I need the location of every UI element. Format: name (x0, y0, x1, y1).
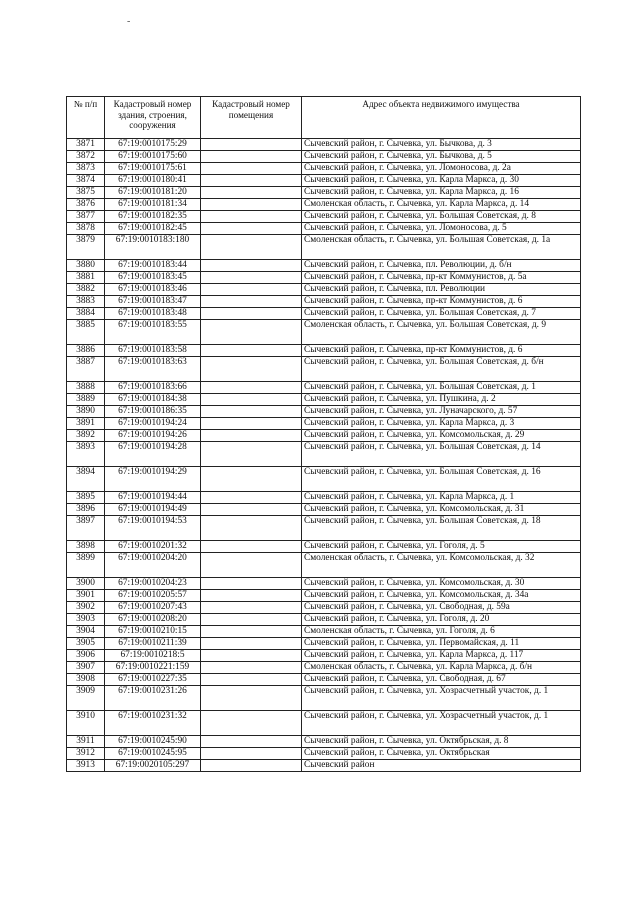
header-address: Адрес объекта недвижимого имущества (302, 97, 581, 139)
address-cell: Сычевский район, г. Сычевка, ул. Большая Советская, д. б/н (302, 357, 581, 382)
table-row (67, 516, 581, 541)
cadastral-room-cell (201, 760, 302, 772)
cadastral-room-cell (201, 139, 302, 151)
cadastral-building-cell: 67:19:0010183:44 (105, 260, 201, 272)
table-row (67, 211, 581, 223)
row-number-cell: 3896 (67, 504, 105, 516)
address-cell: Сычевский район, г. Сычевка, ул. Свободная, д. 59а (302, 602, 581, 614)
row-number-cell: 3911 (67, 736, 105, 748)
cadastral-building-cell: 67:19:0010181:34 (105, 199, 201, 211)
row-number-cell: 3879 (67, 235, 105, 260)
cadastral-building-cell: 67:19:0010201:32 (105, 541, 201, 553)
row-number-cell: 3885 (67, 320, 105, 345)
row-number-cell: 3889 (67, 394, 105, 406)
header-num: № п/п (67, 97, 105, 139)
row-number-cell: 3902 (67, 602, 105, 614)
table-row (67, 686, 581, 711)
row-number-cell: 3893 (67, 442, 105, 467)
table-row (67, 175, 581, 187)
cadastral-room-cell (201, 686, 302, 711)
cadastral-room-cell (201, 442, 302, 467)
cadastral-building-cell: 67:19:0010205:57 (105, 590, 201, 602)
cadastral-building-cell: 67:19:0010184:38 (105, 394, 201, 406)
cadastral-building-cell: 67:19:0010183:66 (105, 382, 201, 394)
cadastral-room-cell (201, 553, 302, 578)
cadastral-building-cell: 67:19:0010245:90 (105, 736, 201, 748)
cadastral-room-cell (201, 308, 302, 320)
cadastral-building-cell: 67:19:0010186:35 (105, 406, 201, 418)
row-number-cell: 3871 (67, 139, 105, 151)
cadastral-room-cell (201, 382, 302, 394)
address-cell: Сычевский район, г. Сычевка, ул. Карла Маркса, д. 30 (302, 175, 581, 187)
cadastral-room-cell (201, 516, 302, 541)
table-row (67, 578, 581, 590)
row-number-cell: 3895 (67, 492, 105, 504)
row-number-cell: 3907 (67, 662, 105, 674)
address-cell: Сычевский район, г. Сычевка, ул. Луначарского, д. 57 (302, 406, 581, 418)
table-row (67, 541, 581, 553)
address-cell: Смоленская область, г. Сычевка, ул. Карла Маркса, д. б/н (302, 662, 581, 674)
property-registry-table (66, 96, 581, 772)
row-number-cell: 3882 (67, 284, 105, 296)
address-cell: Сычевский район, г. Сычевка, ул. Большая Советская, д. 7 (302, 308, 581, 320)
cadastral-building-cell: 67:19:0010183:48 (105, 308, 201, 320)
row-number-cell: 3890 (67, 406, 105, 418)
header-cadastral-building: Кадастровый номер здания, строения, сооружения (105, 97, 201, 139)
table-row (67, 345, 581, 357)
cadastral-room-cell (201, 187, 302, 199)
cadastral-building-cell: 67:19:0010194:44 (105, 492, 201, 504)
cadastral-building-cell: 67:19:0010181:20 (105, 187, 201, 199)
row-number-cell: 3905 (67, 638, 105, 650)
table-row (67, 394, 581, 406)
cadastral-room-cell (201, 736, 302, 748)
cadastral-building-cell: 67:19:0010207:43 (105, 602, 201, 614)
cadastral-building-cell: 67:19:0010175:60 (105, 151, 201, 163)
cadastral-room-cell (201, 638, 302, 650)
cadastral-room-cell (201, 163, 302, 175)
cadastral-room-cell (201, 320, 302, 345)
table-row (67, 674, 581, 686)
row-number-cell: 3883 (67, 296, 105, 308)
header-row (67, 97, 581, 139)
table-row (67, 442, 581, 467)
address-cell: Сычевский район, г. Сычевка, ул. Октябрьская (302, 748, 581, 760)
table-row (67, 736, 581, 748)
table-row (67, 748, 581, 760)
address-cell: Сычевский район, г. Сычевка, ул. Большая Советская, д. 14 (302, 442, 581, 467)
address-cell: Сычевский район, г. Сычевка, ул. Первомайская, д. 11 (302, 638, 581, 650)
cadastral-building-cell: 67:19:0010194:49 (105, 504, 201, 516)
cadastral-room-cell (201, 626, 302, 638)
cadastral-room-cell (201, 662, 302, 674)
row-number-cell: 3899 (67, 553, 105, 578)
row-number-cell: 3884 (67, 308, 105, 320)
address-cell: Сычевский район, г. Сычевка, пр-кт Коммунистов, д. 6 (302, 345, 581, 357)
cadastral-room-cell (201, 199, 302, 211)
cadastral-room-cell (201, 175, 302, 187)
table-row (67, 260, 581, 272)
cadastral-building-cell: 67:19:0010183:63 (105, 357, 201, 382)
cadastral-building-cell: 67:19:0010194:24 (105, 418, 201, 430)
address-cell: Сычевский район, г. Сычевка, ул. Хозрасчетный участок, д. 1 (302, 686, 581, 711)
cadastral-room-cell (201, 151, 302, 163)
cadastral-building-cell: 67:19:0010218:5 (105, 650, 201, 662)
cadastral-room-cell (201, 272, 302, 284)
row-number-cell: 3906 (67, 650, 105, 662)
row-number-cell: 3913 (67, 760, 105, 772)
cadastral-building-cell: 67:19:0010204:20 (105, 553, 201, 578)
cadastral-building-cell: 67:19:0010183:45 (105, 272, 201, 284)
cadastral-building-cell: 67:19:0010183:46 (105, 284, 201, 296)
cadastral-room-cell (201, 650, 302, 662)
address-cell: Сычевский район, г. Сычевка, ул. Комсомольская, д. 31 (302, 504, 581, 516)
row-number-cell: 3887 (67, 357, 105, 382)
address-cell: Сычевский район, г. Сычевка, ул. Комсомольская, д. 34а (302, 590, 581, 602)
address-cell: Сычевский район, г. Сычевка, ул. Бычкова, д. 3 (302, 139, 581, 151)
address-cell: Сычевский район, г. Сычевка, ул. Большая Советская, д. 18 (302, 516, 581, 541)
cadastral-building-cell: 67:19:0010175:29 (105, 139, 201, 151)
page-mark: - (127, 16, 131, 27)
cadastral-room-cell (201, 357, 302, 382)
row-number-cell: 3910 (67, 711, 105, 736)
address-cell: Сычевский район, г. Сычевка, ул. Свободная, д. 67 (302, 674, 581, 686)
table-row (67, 272, 581, 284)
cadastral-room-cell (201, 284, 302, 296)
address-cell: Смоленская область, г. Сычевка, ул. Комсомольская, д. 32 (302, 553, 581, 578)
cadastral-building-cell: 67:19:0010194:29 (105, 467, 201, 492)
row-number-cell: 3886 (67, 345, 105, 357)
cadastral-building-cell: 67:19:0010194:26 (105, 430, 201, 442)
row-number-cell: 3894 (67, 467, 105, 492)
table-row (67, 357, 581, 382)
table-row (67, 614, 581, 626)
cadastral-building-cell: 67:19:0010204:23 (105, 578, 201, 590)
table-row (67, 650, 581, 662)
cadastral-room-cell (201, 406, 302, 418)
cadastral-room-cell (201, 614, 302, 626)
table-row (67, 553, 581, 578)
address-cell: Сычевский район, г. Сычевка, пл. Революции, д. б/н (302, 260, 581, 272)
row-number-cell: 3904 (67, 626, 105, 638)
row-number-cell: 3898 (67, 541, 105, 553)
address-cell: Сычевский район, г. Сычевка, пл. Революции (302, 284, 581, 296)
address-cell: Сычевский район, г. Сычевка, ул. Большая Советская, д. 8 (302, 211, 581, 223)
table-row (67, 223, 581, 235)
table-row (67, 284, 581, 296)
address-cell: Сычевский район, г. Сычевка, ул. Пушкина, д. 2 (302, 394, 581, 406)
table-row (67, 590, 581, 602)
cadastral-building-cell: 67:19:0010194:28 (105, 442, 201, 467)
row-number-cell: 3903 (67, 614, 105, 626)
cadastral-room-cell (201, 674, 302, 686)
address-cell: Сычевский район, г. Сычевка, пр-кт Коммунистов, д. 6 (302, 296, 581, 308)
table-row (67, 638, 581, 650)
row-number-cell: 3874 (67, 175, 105, 187)
address-cell: Сычевский район, г. Сычевка, ул. Комсомольская, д. 29 (302, 430, 581, 442)
row-number-cell: 3880 (67, 260, 105, 272)
table-row (67, 406, 581, 418)
table-row (67, 662, 581, 674)
table-row (67, 308, 581, 320)
cadastral-room-cell (201, 711, 302, 736)
address-cell: Сычевский район, г. Сычевка, ул. Комсомольская, д. 30 (302, 578, 581, 590)
address-cell: Сычевский район, г. Сычевка, ул. Ломоносова, д. 5 (302, 223, 581, 235)
row-number-cell: 3876 (67, 199, 105, 211)
address-cell: Сычевский район (302, 760, 581, 772)
table-row (67, 151, 581, 163)
row-number-cell: 3909 (67, 686, 105, 711)
table-row (67, 235, 581, 260)
table-row (67, 382, 581, 394)
table-row (67, 467, 581, 492)
cadastral-room-cell (201, 492, 302, 504)
address-cell: Смоленская область, г. Сычевка, ул. Гоголя, д. 6 (302, 626, 581, 638)
cadastral-room-cell (201, 418, 302, 430)
table-row (67, 626, 581, 638)
cadastral-room-cell (201, 578, 302, 590)
row-number-cell: 3873 (67, 163, 105, 175)
cadastral-building-cell: 67:19:0010183:180 (105, 235, 201, 260)
address-cell: Сычевский район, г. Сычевка, ул. Гоголя, д. 5 (302, 541, 581, 553)
header-cadastral-room: Кадастровый номер помещения (201, 97, 302, 139)
address-cell: Сычевский район, г. Сычевка, ул. Октябрьская, д. 8 (302, 736, 581, 748)
address-cell: Сычевский район, г. Сычевка, ул. Хозрасчетный участок, д. 1 (302, 711, 581, 736)
table-row (67, 711, 581, 736)
table-row (67, 139, 581, 151)
cadastral-room-cell (201, 211, 302, 223)
row-number-cell: 3872 (67, 151, 105, 163)
cadastral-room-cell (201, 296, 302, 308)
table-row (67, 320, 581, 345)
cadastral-building-cell: 67:19:0010227:35 (105, 674, 201, 686)
cadastral-building-cell: 67:19:0010231:32 (105, 711, 201, 736)
cadastral-room-cell (201, 223, 302, 235)
cadastral-room-cell (201, 467, 302, 492)
address-cell: Сычевский район, г. Сычевка, пр-кт Коммунистов, д. 5а (302, 272, 581, 284)
row-number-cell: 3901 (67, 590, 105, 602)
address-cell: Сычевский район, г. Сычевка, ул. Гоголя, д. 20 (302, 614, 581, 626)
cadastral-room-cell (201, 590, 302, 602)
address-cell: Смоленская область, г. Сычевка, ул. Большая Советская, д. 1а (302, 235, 581, 260)
cadastral-building-cell: 67:19:0010211:39 (105, 638, 201, 650)
cadastral-room-cell (201, 394, 302, 406)
cadastral-building-cell: 67:19:0010183:55 (105, 320, 201, 345)
row-number-cell: 3897 (67, 516, 105, 541)
cadastral-building-cell: 67:19:0010175:61 (105, 163, 201, 175)
cadastral-building-cell: 67:19:0010210:15 (105, 626, 201, 638)
table-row (67, 199, 581, 211)
table-row (67, 602, 581, 614)
table-body (67, 139, 581, 772)
address-cell: Сычевский район, г. Сычевка, ул. Карла Маркса, д. 1 (302, 492, 581, 504)
table-row (67, 492, 581, 504)
address-cell: Сычевский район, г. Сычевка, ул. Большая Советская, д. 16 (302, 467, 581, 492)
table-row (67, 504, 581, 516)
cadastral-room-cell (201, 345, 302, 357)
row-number-cell: 3908 (67, 674, 105, 686)
address-cell: Сычевский район, г. Сычевка, ул. Карла Маркса, д. 3 (302, 418, 581, 430)
cadastral-room-cell (201, 504, 302, 516)
cadastral-building-cell: 67:19:0010182:45 (105, 223, 201, 235)
row-number-cell: 3892 (67, 430, 105, 442)
row-number-cell: 3881 (67, 272, 105, 284)
row-number-cell: 3891 (67, 418, 105, 430)
cadastral-building-cell: 67:19:0010183:58 (105, 345, 201, 357)
table-row (67, 187, 581, 199)
row-number-cell: 3878 (67, 223, 105, 235)
cadastral-building-cell: 67:19:0010182:35 (105, 211, 201, 223)
address-cell: Сычевский район, г. Сычевка, ул. Бычкова, д. 5 (302, 151, 581, 163)
cadastral-room-cell (201, 235, 302, 260)
cadastral-building-cell: 67:19:0010194:53 (105, 516, 201, 541)
address-cell: Смоленская область, г. Сычевка, ул. Карла Маркса, д. 14 (302, 199, 581, 211)
cadastral-room-cell (201, 748, 302, 760)
cadastral-building-cell: 67:19:0010221:159 (105, 662, 201, 674)
cadastral-building-cell: 67:19:0010180:41 (105, 175, 201, 187)
table-row (67, 430, 581, 442)
cadastral-room-cell (201, 541, 302, 553)
address-cell: Сычевский район, г. Сычевка, ул. Карла Маркса, д. 16 (302, 187, 581, 199)
table-row (67, 760, 581, 772)
row-number-cell: 3900 (67, 578, 105, 590)
cadastral-room-cell (201, 602, 302, 614)
cadastral-building-cell: 67:19:0010231:26 (105, 686, 201, 711)
address-cell: Сычевский район, г. Сычевка, ул. Ломоносова, д. 2а (302, 163, 581, 175)
cadastral-room-cell (201, 260, 302, 272)
cadastral-building-cell: 67:19:0010208:20 (105, 614, 201, 626)
row-number-cell: 3912 (67, 748, 105, 760)
table-row (67, 163, 581, 175)
address-cell: Сычевский район, г. Сычевка, ул. Карла Маркса, д. 117 (302, 650, 581, 662)
row-number-cell: 3888 (67, 382, 105, 394)
table-row (67, 296, 581, 308)
table-row (67, 418, 581, 430)
address-cell: Смоленская область, г. Сычевка, ул. Большая Советская, д. 9 (302, 320, 581, 345)
address-cell: Сычевский район, г. Сычевка, ул. Большая Советская, д. 1 (302, 382, 581, 394)
cadastral-room-cell (201, 430, 302, 442)
row-number-cell: 3875 (67, 187, 105, 199)
cadastral-building-cell: 67:19:0010245:95 (105, 748, 201, 760)
cadastral-building-cell: 67:19:0010183:47 (105, 296, 201, 308)
cadastral-building-cell: 67:19:0020105:297 (105, 760, 201, 772)
row-number-cell: 3877 (67, 211, 105, 223)
